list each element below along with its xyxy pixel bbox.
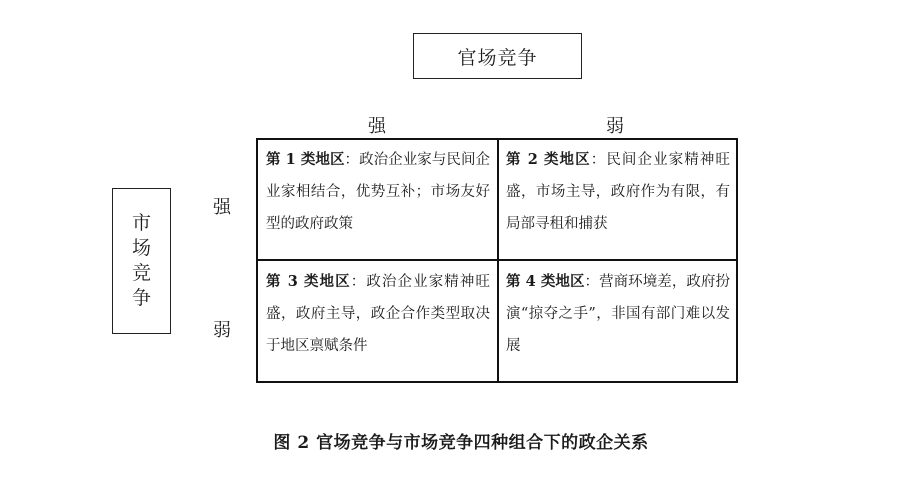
column-label-weak: 弱 [606,116,624,137]
row-label-weak: 弱 [213,320,231,341]
quadrant-4-text: ：营商环境差，政府扮演“掠夺之手”，非国有部门难以发展 [506,274,731,354]
market-competition-label: 市场竞争 [131,212,151,309]
quadrant-2-text: ：民间企业家精神旺盛，市场主导，政府作为有限，有局部寻租和捕获 [506,152,730,232]
quadrant-1-title: 第 1 类地区 [266,151,345,168]
quadrant-cell-3 [266,266,490,362]
market-competition-header [112,188,171,334]
quadrant-3-title: 第 3 类地区 [266,273,351,290]
row-label-strong: 强 [213,197,231,218]
figure-caption: 图 2 官场竞争与市场竞争四种组合下的政企关系 [273,433,649,453]
quadrant-cell-2 [506,144,730,240]
column-label-strong: 强 [368,116,386,137]
quadrant-2-title: 第 2 类地区 [506,151,591,168]
quadrant-4-title: 第 4 类地区 [506,273,585,290]
official-competition-header: 官场竞争 [413,33,582,79]
quadrant-cell-1 [266,144,490,240]
grid-horizontal-divider [256,259,738,261]
quadrant-3-text: ：政治企业家精神旺盛，政府主导，政企合作类型取决于地区禀赋条件 [266,274,490,354]
quadrant-1-text: ：政治企业家与民间企业家相结合，优势互补；市场友好型的政府政策 [266,152,491,232]
quadrant-cell-4 [506,266,730,362]
